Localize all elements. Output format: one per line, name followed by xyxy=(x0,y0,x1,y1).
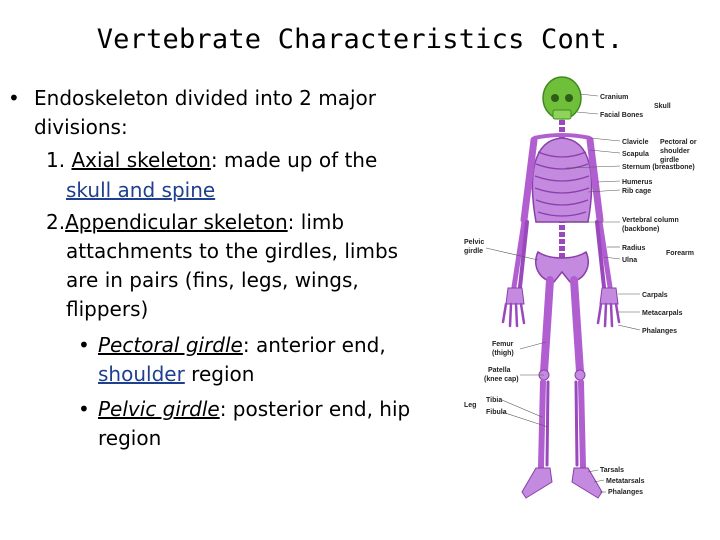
femur-left xyxy=(544,280,550,372)
hand-left xyxy=(506,288,524,304)
label-tibia: Tibia xyxy=(486,397,503,404)
foot-left xyxy=(522,468,552,498)
sub1 xyxy=(98,331,386,360)
sub1-line2 xyxy=(98,360,254,389)
item1 xyxy=(46,146,377,175)
item2-line2: attachments to the girdles, limbs xyxy=(66,239,399,263)
skeleton-svg xyxy=(462,72,712,510)
eye-socket-right xyxy=(565,94,573,102)
sub1-link[interactable]: shoulder xyxy=(98,362,185,386)
item1-number: 1. xyxy=(46,148,66,172)
sub2-line2: region xyxy=(98,426,162,450)
patella-right xyxy=(575,370,585,380)
tibia-right xyxy=(581,382,583,467)
fingers-left xyxy=(503,304,524,326)
label-ulna: Ulna xyxy=(622,257,638,264)
label-scapula: Scapula xyxy=(622,151,649,158)
skeleton-bones xyxy=(503,77,619,498)
item2-number: 2. xyxy=(46,210,66,234)
rib-cage-shape xyxy=(532,138,591,222)
eye-socket-left xyxy=(551,94,559,102)
label-forearm: Forearm xyxy=(666,250,695,257)
sub1-rest: : anterior end, xyxy=(242,333,386,357)
label-phalanges-hand: Phalanges xyxy=(642,328,678,335)
item1-link[interactable]: skull and spine xyxy=(66,178,216,202)
label-pectoral-1: Pectoral or xyxy=(660,139,697,146)
item2-line3: are in pairs (fins, legs, wings, xyxy=(66,268,359,292)
label-phalanges-foot: Phalanges xyxy=(608,489,644,496)
label-sternum: Sternum (breastbone) xyxy=(622,164,695,171)
item2 xyxy=(46,208,344,237)
humerus-left xyxy=(524,140,534,220)
skeleton-diagram xyxy=(462,72,712,510)
humerus-right xyxy=(590,140,600,220)
label-metacarpals: Metacarpals xyxy=(642,310,683,317)
sub2-rest: : posterior end, hip xyxy=(219,397,411,421)
jaw-shape xyxy=(553,110,571,119)
hand-right xyxy=(600,288,618,304)
label-humerus: Humerus xyxy=(622,179,653,186)
label-fibula: Fibula xyxy=(486,409,507,416)
fibula-right xyxy=(576,382,577,465)
point1-line2: divisions: xyxy=(34,115,128,139)
label-vertebral-2: (backbone) xyxy=(622,226,660,233)
label-pelvic-1: Pelvic xyxy=(464,239,485,246)
label-skull: Skull xyxy=(654,103,671,110)
label-femur-2: (thigh) xyxy=(492,350,514,357)
slide-title: Vertebrate Characteristics Cont. xyxy=(96,24,624,55)
label-tarsals: Tarsals xyxy=(600,467,624,474)
sub2-bullet: • xyxy=(78,397,90,421)
label-carpals: Carpals xyxy=(642,292,668,299)
sub1-term: Pectoral girdle xyxy=(98,333,243,357)
label-radius: Radius xyxy=(622,245,646,252)
label-vertebral-1: Vertebral column xyxy=(622,217,679,224)
sub1-bullet: • xyxy=(78,333,90,357)
item1-rest: : made up of the xyxy=(210,148,378,172)
item1-term: Axial skeleton xyxy=(71,148,211,172)
label-patella-1: Patella xyxy=(488,367,511,374)
label-leg: Leg xyxy=(464,402,477,409)
sub2-term: Pelvic girdle xyxy=(98,397,220,421)
point1-line1: Endoskeleton divided into 2 major xyxy=(34,86,377,110)
label-rib-cage: Rib cage xyxy=(622,188,652,195)
label-pectoral-2: shoulder xyxy=(660,148,690,155)
fingers-right xyxy=(598,304,619,326)
label-patella-2: (knee cap) xyxy=(484,376,519,383)
item2-line4: flippers) xyxy=(66,297,149,321)
label-metatarsals: Metatarsals xyxy=(606,478,645,485)
label-femur-1: Femur xyxy=(492,341,514,348)
foot-right xyxy=(572,468,602,498)
sub2 xyxy=(98,395,410,424)
label-pectoral-3: girdle xyxy=(660,157,680,164)
item2-rest: : limb xyxy=(287,210,345,234)
fibula-left xyxy=(547,382,548,465)
label-cranium: Cranium xyxy=(600,94,629,101)
label-clavicle: Clavicle xyxy=(622,139,649,146)
item2-term: Appendicular skeleton xyxy=(65,210,288,234)
label-facial-bones: Facial Bones xyxy=(600,112,644,119)
sub1-tail: region xyxy=(184,362,255,386)
bullet-symbol: • xyxy=(8,86,20,110)
femur-right xyxy=(574,280,580,372)
label-pelvic-2: girdle xyxy=(464,248,484,255)
